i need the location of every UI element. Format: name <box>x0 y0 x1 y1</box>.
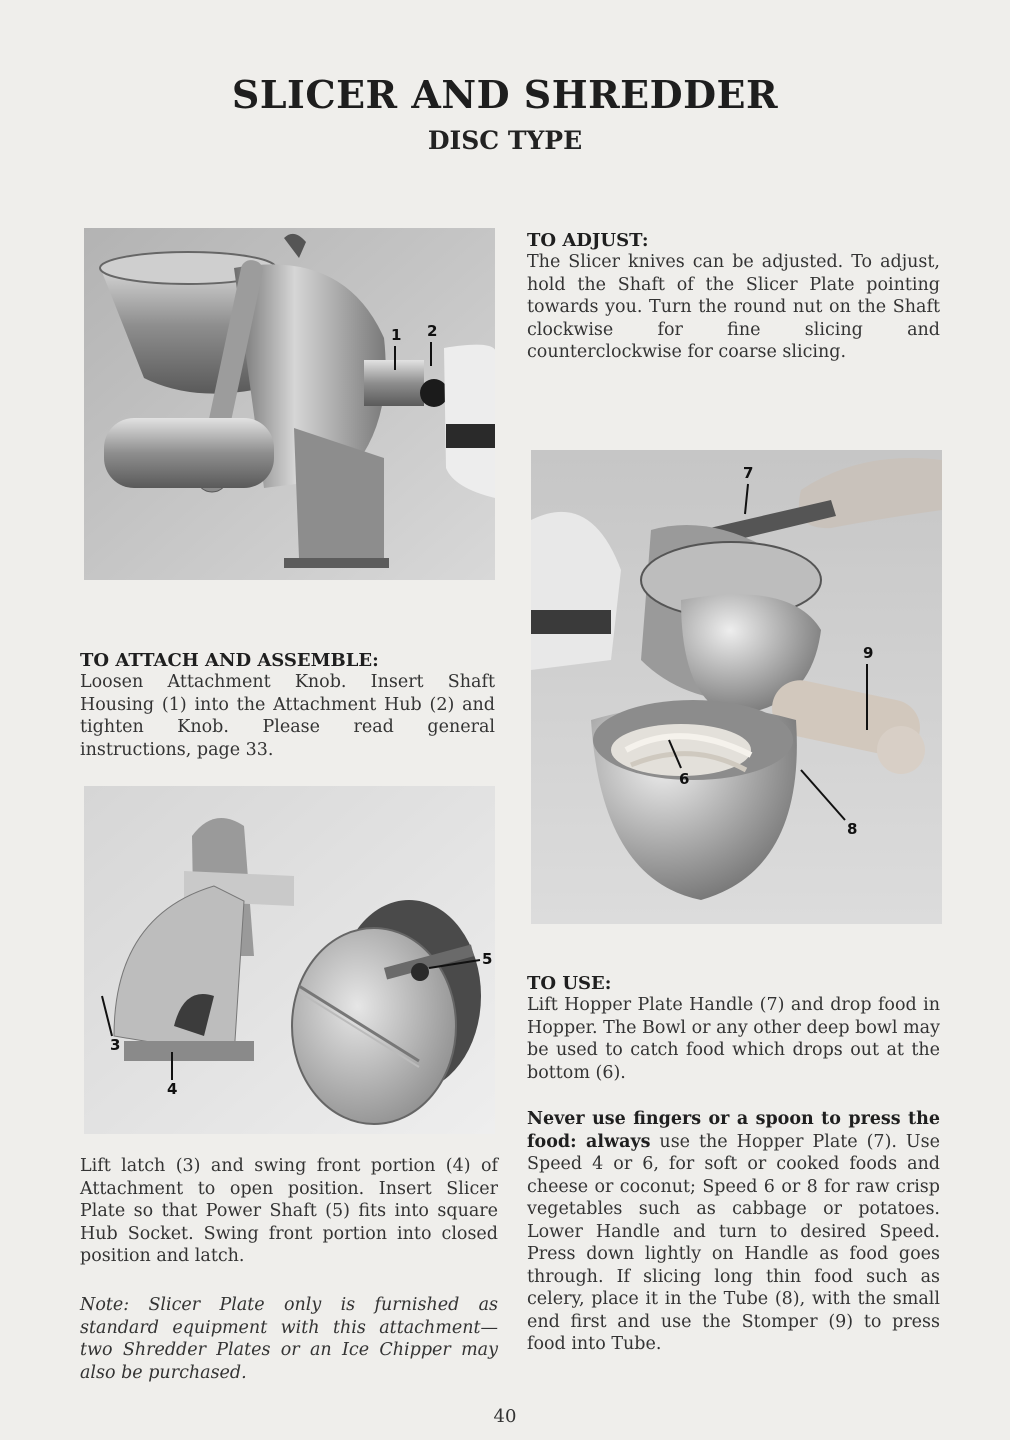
callout-8: 8 <box>847 820 858 838</box>
note-text: Note: Slicer Plate only is furnished as standard equipment with this attachment—two Shredder Plates or an Ice Chipper may also be purchased. <box>80 1295 498 1383</box>
photo-attachment-mounted <box>84 228 495 580</box>
callout-7: 7 <box>743 464 754 482</box>
callout-9: 9 <box>863 644 874 662</box>
callout-6: 6 <box>679 770 690 788</box>
photo-in-use <box>531 450 942 924</box>
callout-1: 1 <box>391 326 402 344</box>
use-heading: TO USE: <box>527 973 612 994</box>
warning-bold: Never use fingers or a spoon to press the food: always <box>527 1109 940 1152</box>
adjust-text: The Slicer knives can be adjusted. To adjust, hold the Shaft of the Slicer Plate pointing towards you. Turn the round nut on the Shaft clockwise for fine slicing and counterclockwise for coarse slicing. <box>527 252 940 362</box>
photo-attachment-open <box>84 786 495 1134</box>
use-text: Lift Hopper Plate Handle (7) and drop food in Hopper. The Bowl or any other deep bowl may be used to catch food which drops out at the bottom (6). <box>527 995 940 1083</box>
page-number: 40 <box>493 1406 517 1427</box>
warning-body: use the Hopper Plate (7). Use Speed 4 or 6, for soft or cooked foods and cheese or coconut; Speed 6 or 8 for raw crisp vegetables such as cabbage or potatoes. Lower Handle and turn to desired Speed. Press down lightly on Handle as food goes through. If slicing long thin food such as celery, place it in the Tube (8), with the small end first and use the Stomper (9) to press food into Tube. <box>527 1131 940 1354</box>
page-subtitle: DISC TYPE <box>427 126 583 155</box>
page-title: SLICER AND SHREDDER <box>231 72 779 117</box>
callout-3: 3 <box>110 1036 121 1054</box>
adjust-heading: TO ADJUST: <box>527 230 649 251</box>
assemble-text: Lift latch (3) and swing front portion (4) of Attachment to open position. Insert Slicer Plate so that Power Shaft (5) fits into square Hub Socket. Swing front portion into closed position and latch. <box>80 1156 498 1266</box>
callout-4: 4 <box>167 1080 178 1098</box>
warning-text <box>527 1108 940 1356</box>
attach-text: Loosen Attachment Knob. Insert Shaft Housing (1) into the Attachment Hub (2) and tighten Knob. Please read general instructions, page 33. <box>80 672 495 760</box>
callout-5: 5 <box>482 950 493 968</box>
attach-heading: TO ATTACH AND ASSEMBLE: <box>80 650 379 671</box>
callout-2: 2 <box>427 322 438 340</box>
